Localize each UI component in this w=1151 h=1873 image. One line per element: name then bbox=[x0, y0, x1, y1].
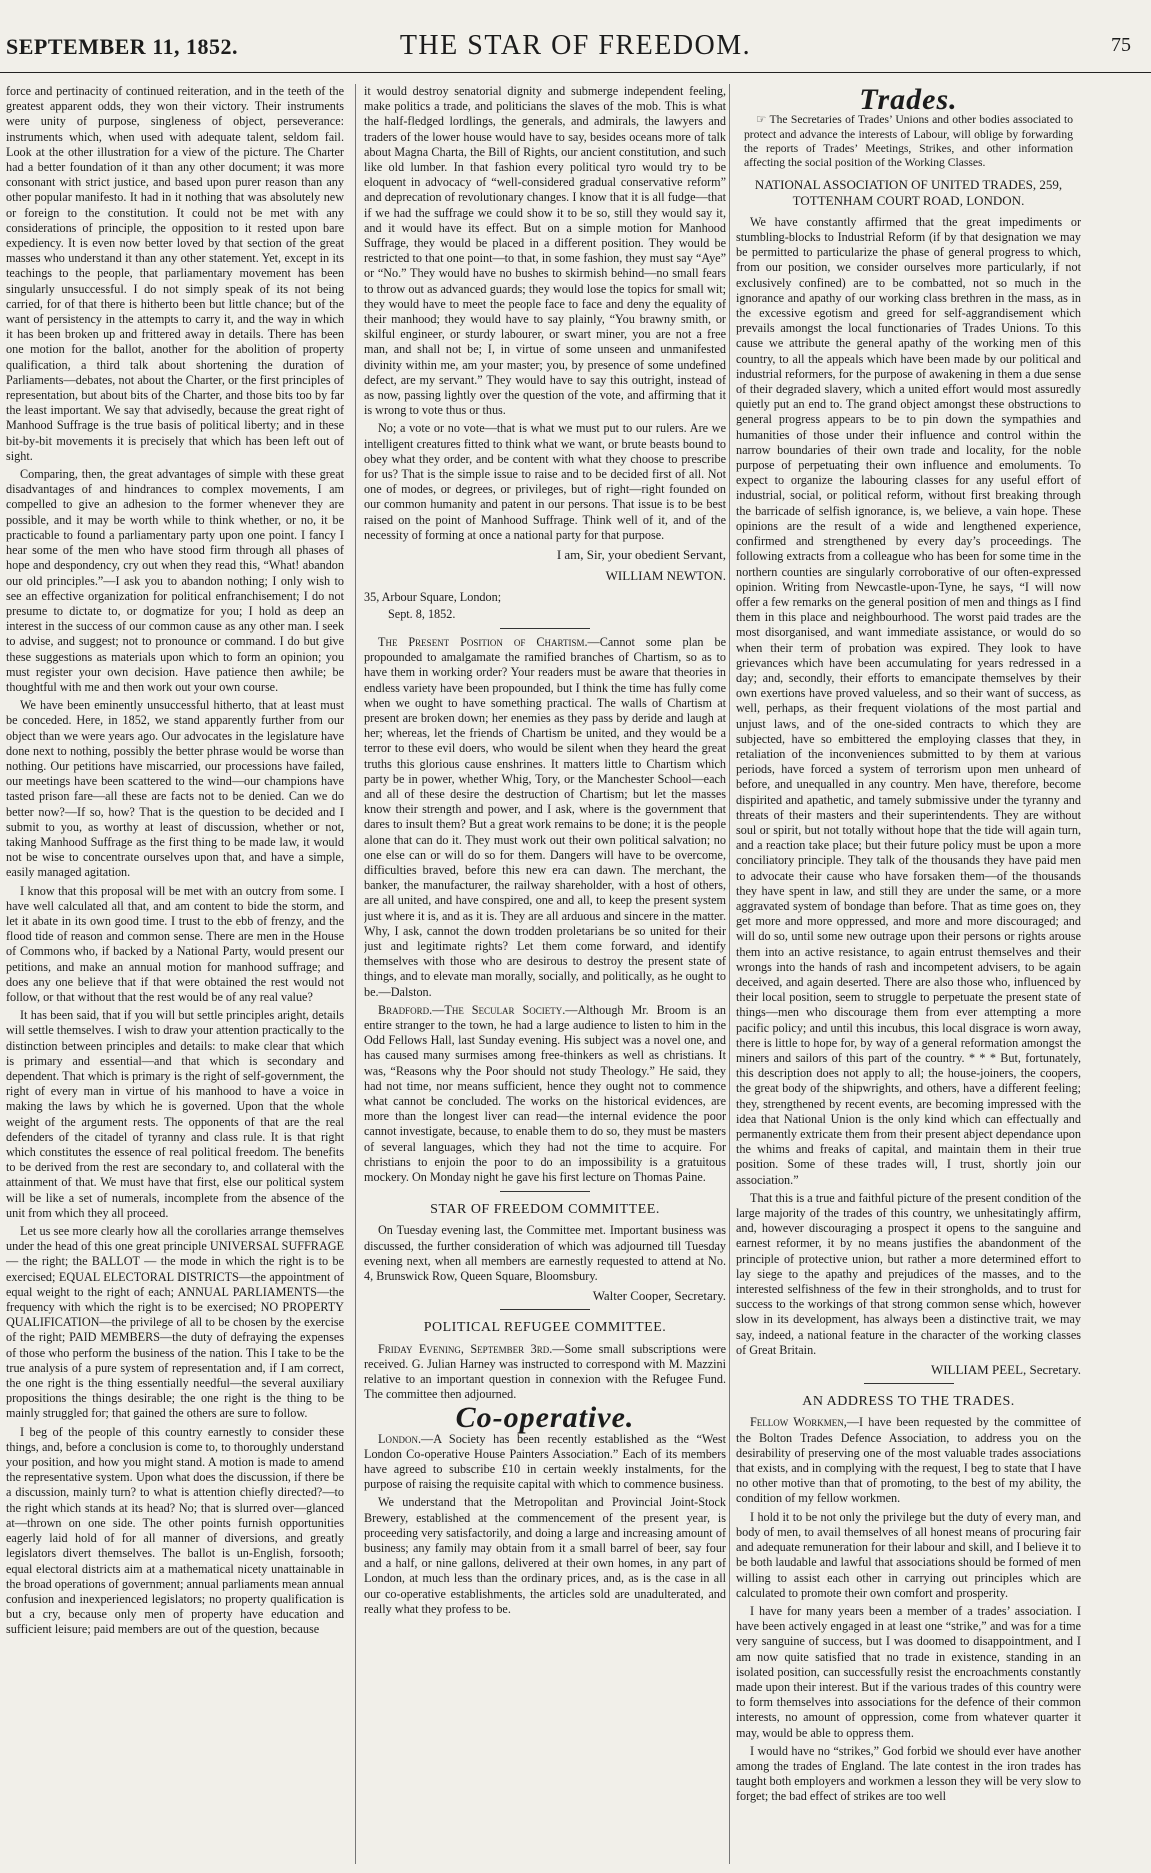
article-body: —I have been requested by the committee of the Bolton Trades Defence Association, to address you on the desirability of preserving one of the most valuable trades associations that exists, and in complying with the request, I beg to state that I have no other motive than that of promoting, to the best of my ability, the condition of my fellow workmen. bbox=[736, 1415, 1081, 1506]
article-bradford bbox=[364, 1003, 726, 1185]
paragraph: I beg of the people of this country earnestly to consider these things, and, before a conclusion is come to, to thoroughly understand your position, and how you might stand. A motion is made to amend the representative system. Upon what does the discussion, if there be a discussion, mainly turn? to what is attention chiefly directed?—to the right which stands at its head? No; that is slurred over—glanced at—thrown on one side. The other points furnish opportunities eagerly laid hold of for all manner of diversions, and greatly legislators divert themselves. The ballot is un-English, forsooth; equal electoral districts aim at a mathematical nicety unattainable in the broad operations of government; annual parliaments mean annual confusion and inexperienced legislators; no property qualification is but a cry, because only men of property have education and sufficient leisure; paid members are out of the question, because bbox=[6, 1424, 344, 1637]
letter-closing: I am, Sir, your obedient Servant, bbox=[556, 547, 726, 563]
section-heading-refugee-committee: POLITICAL REFUGEE COMMITTEE. bbox=[423, 1320, 667, 1336]
association-heading-line: TOTTENHAM COURT ROAD, LONDON. bbox=[792, 192, 1025, 208]
association-heading bbox=[736, 177, 1081, 209]
paragraph: On Tuesday evening last, the Committee met. Important business was discussed, the further consideration of which was adjourned till Tuesday evening next, when all members are earnestly requested to attend at No. 4, Brunswick Row, Queen Square, Bloomsbury. bbox=[364, 1223, 726, 1284]
paragraph: Let us see more clearly how all the corollaries arrange themselves under the head of this one great principle UNIVERSAL SUFFRAGE — the right; the BALLOT — the mode in which the right is to be exercised; EQUAL ELECTORAL DISTRICTS—the appointment of equal weight to the right of each; ANNUAL PARLIAMENTS—the frequency with which the right is to be exercised; NO PROPERTY QUALIFICATION—the privilege of all to be chosen by the exercise of the right; PAID MEMBERS—the duty of defraying the expenses of those who perform the business of the nation. This I take to be the true analysis of a pure system of representation and, if I am correct, the one right is the thing essentially needful—the several auxiliary propositions the things desirable; the one right is the thing to be mainly struggled for; that gained the others are sure to follow. bbox=[6, 1224, 344, 1421]
column-divider bbox=[729, 84, 730, 1864]
runin-heading: London. bbox=[378, 1431, 421, 1446]
address-opening bbox=[736, 1415, 1081, 1506]
paragraph: force and pertinacity of continued reiteration, and in the teeth of the greatest apparent odds, they won their victory. Their instruments were unity of purpose, singleness of object, perseverance: instruments which, when used with adequate talent, seldom fail. Look at the other illustration for a view of the picture. The Charter had a better foundation of it than any other document; it was more consonant with strict justice, and based upon purer reason than any other popular manifesto. It had in it nothing that was absolutely new or foreign to the constitution. It could not be met with any considerations of principle, the opposition to it rested upon bare expediency. It is even now better loved by that section of the great masses who understand it than any other statement. Yet, except in its teachings to the people, that parliamentary movement has been singularly unsuccessful. I do not simply speak of its not being carried, for of that there is hitherto been but little chance; but of the want of persistency in the attempts to carry it, and the way in which it has been broken up and frittered away in details. There has been one motion for the ballot, another for the abolition of property qualification, a third talk about shortening the duration of Parliaments—debates, not about the Charter, or the first principles of representation, but about bits of the Charter, and those bits too by far the least important. We say that advisedly, because the great right of Manhood Suffrage is the true basis of political liberty; and in these bit-by-bit movements it is precisely that which has been left out of sight. bbox=[6, 84, 344, 463]
letter-address: 35, Arbour Square, London; bbox=[364, 589, 502, 604]
paragraph: We have constantly affirmed that the great impediments or stumbling-blocks to Industrial Reform (if by that designation we may be permitted to particularize the phase of general progress to which, from our position, we consider ourselves more particularly, if not exclusively confined) are to be combatted, not so much in the ignorance and apathy of our working class brethren in the mass, as in the excessive egotism and greed for self-aggrandisement which prevails amongst the local functionaries of Trades Unions. To this cause we attribute the general apathy of the working men of this country, to all the appeals which have been made by our political and industrial reformers, for the purpose of awakening in them a due sense of their degraded slavery, which a united effort would most assuredly quietly put an end to. The grand object amongst these obstructions to general progress appears to be to pin down the sympathies and humanities of those under their influence and control within the narrow boundaries of their own trade and locality, for the noble purpose of perpetuating their own influence and emoluments. To expect to organize the labouring classes for any useful effort of industrial, social, or political reform, without first breaking through the barricade of selfish ignorance, is, we believe, a vain hope. These opinions are the result of a wide and lengthened experience, confirmed and strengthened by every day’s proceedings. The following extracts from a colleague who has been for some time in the northern counties are singularly corroborative of our often-expressed opinion. Writing from Newcastle-upon-Tyne, he says, “I will now offer a few remarks on the general position of men and things as I find them in this place and neighbourhood. The worst paid trades are the most disorganised, and want immediate assistance, or would do so when their term of probation was expired. They look to have grievances which have been accumulating for years redressed in a day; and, secondly, their efforts to emancipate themselves by their own exertions have proved valueless, and so their want of success, as well, perhaps, as their frequent violations of the most partial and unjust laws, and of the one-sided contracts to which they are subjected, have so embittered the employing classes that they, in retaliation of the inconveniences submitted to by them at various periods, have forced a system of terrorism upon men unheard of before, and unequalled in any country. Men have, therefore, become dispirited and apathetic, and tamely submissive under the tyranny and threats of their masters and their superintendents. They are without soul or spirit, but not totally without hope that the tide will again turn, and a reaction take place; but their future policy must be upon a more conciliatory principle. They talk of the thousands they have paid men to advocate their cause who have forsaken them—of the thousands they have spent in law, and still they are under the same, or a more aggravated system of bondage than before. That as time goes on, they get more and more oppressed, and more and more discouraged; and will do so, until some new outrage upon their persons or rights arouse them into an active resistance, to again entrust themselves and their wrongs into the hands of rash and incompetent advisers, to be again deceived, and again deserted. There are also those who, influenced by their local position, seem to struggle to perpetuate the present state of things—men who discourage them from ever attempting a more pacific policy; and until this incubus, this local disgrace is worn away, there is little to hope for, by way of a general reformation amongst the miners and sailors of this part of the country. * * * But, fortunately, this description does not apply to all; the house-joiners, the coopers, the great body of the shipwrights, and others, have a different feeling; they, strengthened by recent events, are becoming impressed with the idea that National Union is the only kind which can effectually and permanently extricate them from their present abject dependance upon the whims and freaks of capital, and maintain them in their true position. Some of these trades will, I trust, shortly join our association.” bbox=[736, 214, 1081, 1187]
section-heading-cooperative: Co-operative. bbox=[455, 1401, 635, 1435]
paragraph: No; a vote or no vote—that is what we must put to our rulers. Are we intelligent creatures fitted to think what we want, or brute beasts bound to obey what they order, and be content with what they choose to prescribe for us? That is the simple issue to raise and to be decided first of all. Not one of modes, or degrees, or privileges, but of right—right founded on our common humanity and patent in our persons. That issue is to be best raised on the point of Manhood Suffrage. Think well of it, and of the necessity of forming at once a national party for that purpose. bbox=[364, 421, 726, 542]
paragraph: That this is a true and faithful picture of the present condition of the large majority of the trades of this country, we unhesitatingly affirm, and, however discouraging a prospect it opens to the sanguine and earnest reformer, it by no means justifies the abandonment of the principle of protective union, but rather a more determined effort to lay siege to the apathy and prejudices of the masses, and to the interested selfishness of the few in their strongholds, and to trust for success to the workings of that strong common sense which, however slow in its development, has always been a distinctive trait, we may say, indeed, a national feature in the character of the working classes of Great Britain. bbox=[736, 1190, 1081, 1357]
runin-heading: Bradford.—The Secular Society. bbox=[378, 1002, 566, 1017]
association-heading-line: NATIONAL ASSOCIATION OF UNITED TRADES, 259, bbox=[754, 176, 1063, 192]
column-left bbox=[6, 84, 344, 1864]
paragraph: it would destroy senatorial dignity and submerge independent feeling, make politics a trade, and politicians the slaves of the mob. This is what the half-fledged lordlings, the generals, and admirals, the lawyers and traders of the lower house would have to say, besides oceans more of talk about Magna Charta, the Bill of Rights, our ancient constitution, and such like old lumber. In that fashion every political tyro would try to be eloquent in advocacy of “well-considered gradual conservative reform” and deprecation of revolutionary changes. I know that it is all fudge—that if we had the suffrage we could show it to be so, still they would say it, and it would have its effect. But on a simple motion for Manhood Suffrage, they would be placed in a different position. They would be restricted to that one point—to that, in some fashion, they must say “Aye” or “No.” They would have no bushes to skirmish behind—no small fears to throw out as advanced guards; they would lose the topics for small wit; they would have to meet the people face to face and deny the equality of their manhood; they would have to say plainly, “You brawny smith, or skilful engineer, or sturdy labourer, or swart miner, you are not a free man, and shall not be; I, in virtue of some unseen and unmanifested divinity within me, am your master; you, by presence of some undefined defect, are my servant.” They would have to say this outright, instead of as now, passing lightly over the question of the vote, and affirming that it is wrong to vote thus or thus. bbox=[364, 84, 726, 418]
runin-heading: The Present Position of Chartism. bbox=[378, 634, 588, 649]
column-right bbox=[736, 84, 1081, 1864]
masthead bbox=[0, 0, 1151, 73]
paragraph: I hold it to be not only the privilege but the duty of every man, and body of men, to avail themselves of all honest means of procuring fair and adequate remuneration for their labour and skill, and I believe it to be both laudable and lawful that associations should be formed of men willing to assist each other in carrying out principles which are calculated to promote their own comfort and prosperity. bbox=[736, 1509, 1081, 1600]
article-present-position bbox=[364, 635, 726, 1000]
section-heading-star-committee: STAR OF FREEDOM COMMITTEE. bbox=[430, 1202, 660, 1218]
section-heading-address: AN ADDRESS TO THE TRADES. bbox=[802, 1394, 1015, 1410]
secretary-signature: WILLIAM PEEL, Secretary. bbox=[930, 1362, 1081, 1378]
article-cooperative bbox=[364, 1432, 726, 1493]
letter-signature: WILLIAM NEWTON. bbox=[605, 568, 726, 584]
section-rule bbox=[864, 1383, 954, 1384]
paragraph: We understand that the Metropolitan and Provincial Joint-Stock Brewery, established at the commencement of the present year, is proceeding very satisfactorily, and doing a large and increasing amount of business; any family may obtain from it a small barrel of beer, say four and a half, or nine gallons, delivered at their own homes, in any part of London, at much less than the ordinary prices, and, as is the case in all our co-operative establishments, the articles sold are unadulterated, and really what they profess to be. bbox=[364, 1495, 726, 1616]
runin-heading: Friday Evening, September 3rd. bbox=[378, 1341, 553, 1356]
paragraph: We have been eminently unsuccessful hitherto, that at least must be conceded. Here, in 1852, we stand apparently further from our object than we were years ago. Our advocates in the legislature have done next to nothing, possibly the better phrase would be worse than nothing. Our petitions have miscarried, our processions have failed, our meetings have been scattered to the wind—our champions have tasted prison fare—all these are facts not to be denied. Can we do better now?—If so, how? That is the question to be decided and I submit to you, as worthy at least of discussion, whether or not, taking Manhood Suffrage as the first thing to be made law, it would not be wise to concentrate ourselves upon that, and have a simple, easily managed agitation. bbox=[6, 698, 344, 880]
article-refugee bbox=[364, 1342, 726, 1403]
column-divider bbox=[355, 84, 356, 1864]
section-heading-trades: Trades. bbox=[859, 84, 958, 116]
trades-notice: ☞ The Secretaries of Trades’ Unions and other bodies associated to protect and advance the interests of Labour, will oblige by forwarding the reports of Trades’ Meetings, Strikes, and other information affecting the social position of the Working Classes. bbox=[744, 113, 1073, 170]
newspaper-title: THE STAR OF FREEDOM. bbox=[399, 30, 752, 61]
article-body: —Some small subscriptions were received. G. Julian Harney was instructed to correspond with M. Mazzini relative to an important question in connexion with the Refugee Fund. The committee then adjourned. bbox=[364, 1341, 726, 1402]
paragraph: Comparing, then, the great advantages of simple with these great disadvantages of and hindrances to complex movements, I am compelled to give an adhesion to the former whenever they are possible, and it may be worth while to think whether, or no, it be practicable to found a parliamentary party upon one point. I fancy I hear some of the men who have stood firm through all phases of hope and despondency, cry out when they read this, “What! abandon our old principles.”—I ask you to abandon nothing; I only wish to see an effective organization for political enfranchisement; I do not presume to dictate to, or dogmatize for you; I hold as deep an interest in the success of our common cause as any other man. I seek to advise, and suggest; not to pronounce or command. I do but give these suggestions as materials upon which to form an opinion; you must register your own decision. Have patience then awhile; be thoughtful with me and then work out your own course. bbox=[6, 467, 344, 694]
paragraph: I know that this proposal will be met with an outcry from some. I have well calculated all that, and am content to bide the storm, and let it abate in its own good time. I trust to the ebb of frenzy, and the flood tide of reason and common sense. There are men in the House of Commons who, if backed by a National Party, would present our petitions, and make an annual motion for manhood suffrage; and does any one believe that if that were obtained the rest would not follow, or that without that the rest would be of any real value? bbox=[6, 883, 344, 1004]
issue-date: SEPTEMBER 11, 1852. bbox=[6, 34, 238, 59]
page-number: 75 bbox=[1111, 34, 1131, 56]
article-body: —Cannot some plan be propounded to amalgamate the ramified branches of Chartism, so as to have them in working order? Your readers must be aware that theories in endless variety have been propounded, but I think the time has fully come when we ought to have something practical. The walls of Chartism at present are broken down; her enemies as they pass by deride and laugh at her; whereas, let the friends of Chartism be united, and they would be a terror to these evil doers, who would be silent when they heard the great truths this glorious cause enshrines. It matters little to Chartism which party be in power, whether Whig, Tory, or the Manchester School—each and all of these desire the destruction of Chartism; but let the masses know their strength and power, and I ask, where is the government that dares to insult them? But a great work remains to be done; it is the people alone that can do it. They must work out their own political salvation; no one else can or will do so for them. Dangers will have to be overcome, difficulties braved, before this new era can dawn. The merchant, the banker, the manufacturer, the railway shareholder, with a host of others, are all united, and have conspired, one and all, to keep the present system just where it is, and as it is. They are all arduous and sincere in the matter. Why, I ask, cannot the down trodden proletarians be so united for their just and legitimate rights? Let them come forward, and identify themselves with those who are desirous to destroy the present state of things, and to elevate man morally, socially, and politically, as he ought to be.—Dalston. bbox=[364, 634, 726, 999]
letter-date: Sept. 8, 1852. bbox=[388, 606, 456, 621]
article-body: —A Society has been recently established as the “West London Co-operative House Painters Association.” Each of its members have agreed to subscribe £10 in certain weekly instalments, for the purpose of raising the requisite capital with which to commence business. bbox=[364, 1431, 726, 1492]
paragraph: I have for many years been a member of a trades’ association. I have been actively engaged in at least one “strike,” and was for a time very sanguine of success, but I was doomed to disappointment, and I am now quite satisfied that no trade in existence, standing in an isolated position, can successfully resist the encroachments constantly made upon their interest. But if the various trades of this country were to form themselves into associations for the defence of their common interests, no amount of oppression, come from whatever quarter it may, would be able to oppress them. bbox=[736, 1603, 1081, 1740]
paragraph: I would have no “strikes,” God forbid we should ever have another among the trades of England. The late contest in the iron trades has taught both employers and workmen a lesson they will be very slow to forget; the bad effect of strikes are too well bbox=[736, 1743, 1081, 1804]
runin-heading: Fellow Workmen, bbox=[750, 1415, 847, 1430]
column-middle bbox=[364, 84, 726, 1864]
section-rule bbox=[500, 628, 590, 629]
secretary-signature: Walter Cooper, Secretary. bbox=[592, 1288, 726, 1304]
article-body: —Although Mr. Broom is an entire stranger to the town, he had a large audience to listen to him in the Odd Fellows Hall, last Sunday evening. His subject was a novel one, and has caused many surmises among free-thinkers as well as christians. It was, “Reasons why the Poor should not study Theology.” He said, they had not time, nor means sufficient, hence they ought not to commence what cannot be concluded. The works on the historical evidences, are more than the longest liver can read—the internal evidence the poor cannot investigate, because, to enable them to do so, they must be masters of several languages, which they had not the time to acquire. For christians to enjoin the poor to do an impossibility is a gratuitous mockery. On Monday night he gave his first lecture on Thomas Paine. bbox=[364, 1002, 726, 1185]
paragraph: It has been said, that if you will but settle principles aright, details will settle themselves. I wish to draw your attention practically to the distinction between principles and details: to make clear that which is primary and essential—and that which is secondary and dependent. That which is primary is the right of self-government, the right of every man in virtue of his manhood to have a voice in making the laws by which he is governed. Upon that the whole weight of the argument rests. The opponents of that are the real defenders of the citadel of tyranny and class rule. It is that right which constitutes the essence of real political freedom. The benefits to be derived from the rest are secondary to, and collateral with the attainment of that. We must have that first, else our political system will be like a set of numerals, incomplete from the absence of the unit from which they all proceed. bbox=[6, 1008, 344, 1220]
section-rule bbox=[500, 1309, 590, 1310]
section-rule bbox=[500, 1191, 590, 1192]
